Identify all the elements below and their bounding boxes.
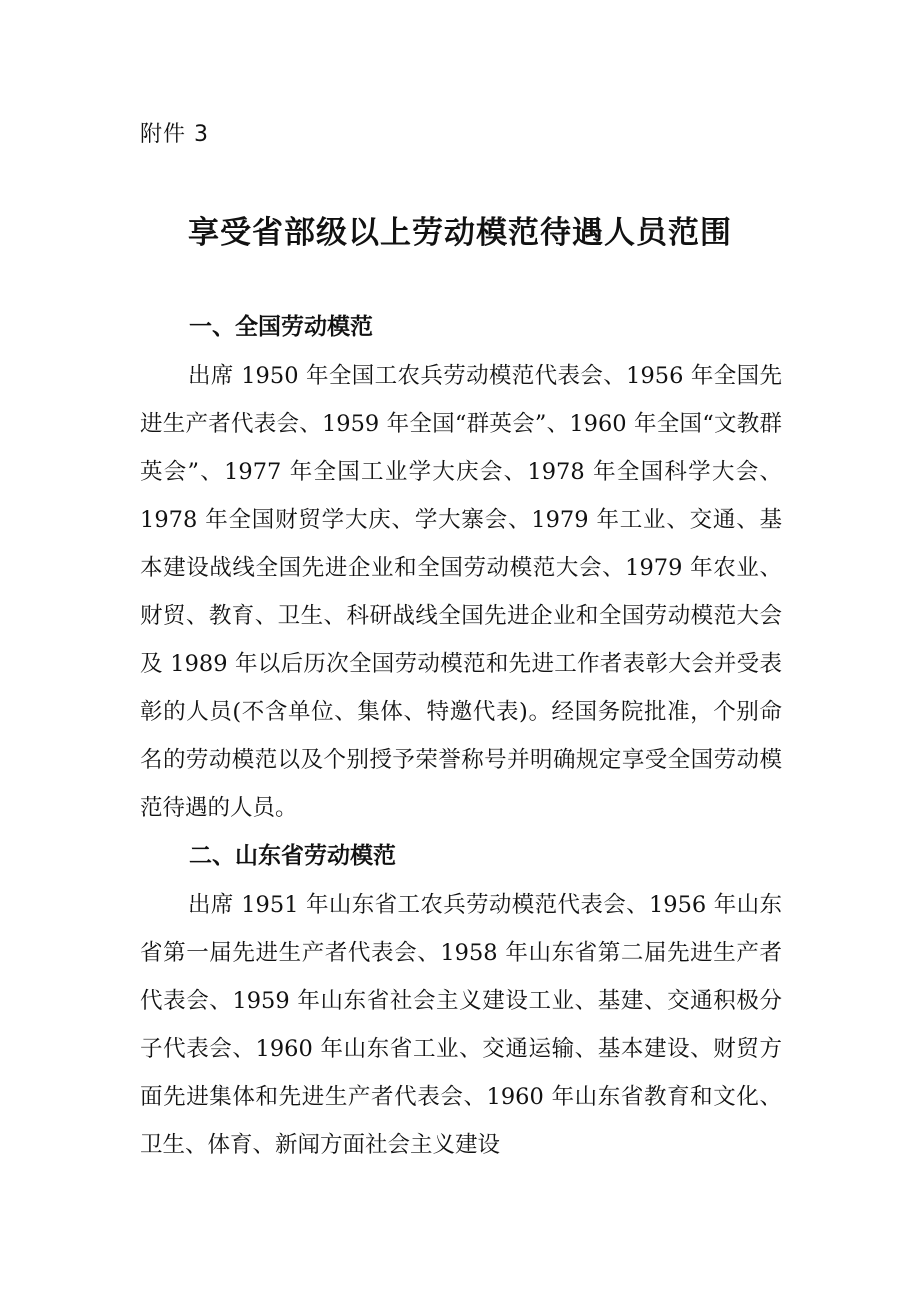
section-heading-national: 一、全国劳动模范 xyxy=(189,314,373,340)
section-paragraph-national: 出席 1950 年全国工农兵劳动模范代表会、1956 年全国先进生产者代表会、1959 年全国“群英会”、1960 年全国“文教群英会”、1977 年全国工业学大庆会、1978 年全国科学大会、1978 年全国财贸学大庆、学大寨会、1979 年工业、交通、基本建设战线全国先进企业和全国劳动模范大会、1979 年农业、财贸、教育、卫生、科研战线全国先进企业和全国劳动模范大会及 1989 年以后历次全国劳动模范和先进工作者表彰大会并受表彰的人员(不含单位、集体、特邀代表)。经国务院批准，个别命名的劳动模范以及个别授予荣誉称号并明确规定享受全国劳动模范待遇的人员。 xyxy=(140,363,782,821)
attachment-label: 附件 3 xyxy=(140,122,209,147)
section-paragraph-shandong: 出席 1951 年山东省工农兵劳动模范代表会、1956 年山东省第一届先进生产者代表会、1958 年山东省第二届先进生产者代表会、1959 年山东省社会主义建设工业、基建、交通积极分子代表会、1960 年山东省工业、交通运输、基本建设、财贸方面先进集体和先进生产者代表会、1960 年山东省教育和文化、卫生、体育、新闻方面社会主义建设 xyxy=(140,892,782,1158)
document-title: 享受省部级以上劳动模范待遇人员范围 xyxy=(188,215,732,251)
section-heading-shandong: 二、山东省劳动模范 xyxy=(189,843,396,869)
